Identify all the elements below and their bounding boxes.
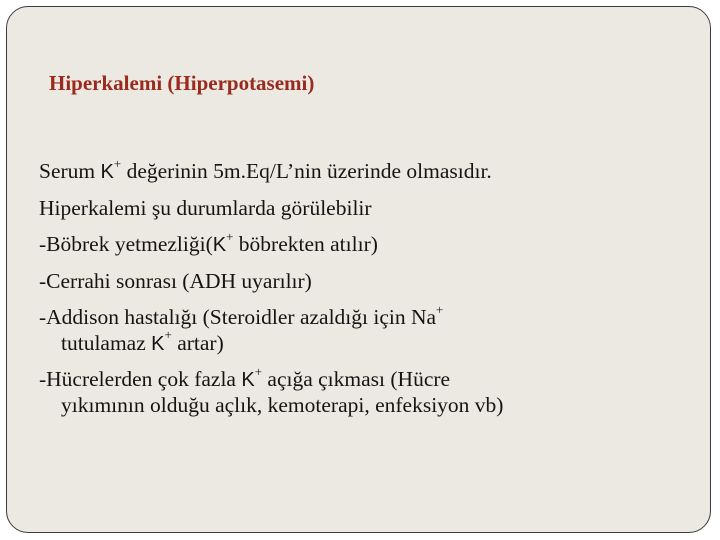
line-text: artar) xyxy=(171,330,224,355)
potassium-symbol: K xyxy=(100,161,114,183)
potassium-symbol: K xyxy=(241,369,255,391)
potassium-symbol: K xyxy=(212,234,227,256)
slide-title: Hiperkalemi (Hiperpotasemi) xyxy=(49,71,315,95)
potassium-symbol: K xyxy=(151,332,165,355)
body-line-definition xyxy=(39,153,699,190)
charge-superscript: + xyxy=(164,327,172,343)
line-text: açığa çıkması (Hücre xyxy=(262,367,451,391)
body-line-kidney-failure xyxy=(39,226,699,263)
body-line-cell-release-continued xyxy=(39,387,699,424)
line-text: -Hücrelerden çok fazla xyxy=(39,367,242,391)
line-text: tutulamaz xyxy=(61,330,152,355)
line-text: yıkımının olduğu açlık, kemoterapi, enfeksiyon vb) xyxy=(61,392,504,417)
line-text: -Böbrek yetmezliği( xyxy=(39,232,213,256)
line-text: Hiperkalemi şu durumlarda görülebilir xyxy=(39,195,372,220)
body-line-intro xyxy=(39,190,699,227)
body-line-post-surgery xyxy=(39,263,699,300)
line-text: -Cerrahi sonrası (ADH uyarılır) xyxy=(39,268,312,293)
charge-superscript: + xyxy=(113,155,122,171)
charge-superscript: + xyxy=(226,228,234,244)
line-text: değerinin 5m.Eq/L’nin üzerinde olmasıdır. xyxy=(121,159,492,183)
charge-superscript: + xyxy=(436,301,444,317)
line-text: -Addison hastalığı (Steroidler azaldığı için Na xyxy=(39,305,437,329)
slide-panel xyxy=(6,6,711,533)
slide-body xyxy=(39,153,699,423)
line-text: Serum xyxy=(39,159,101,183)
line-text: böbrekten atılır) xyxy=(233,232,378,256)
charge-superscript: + xyxy=(254,363,263,379)
